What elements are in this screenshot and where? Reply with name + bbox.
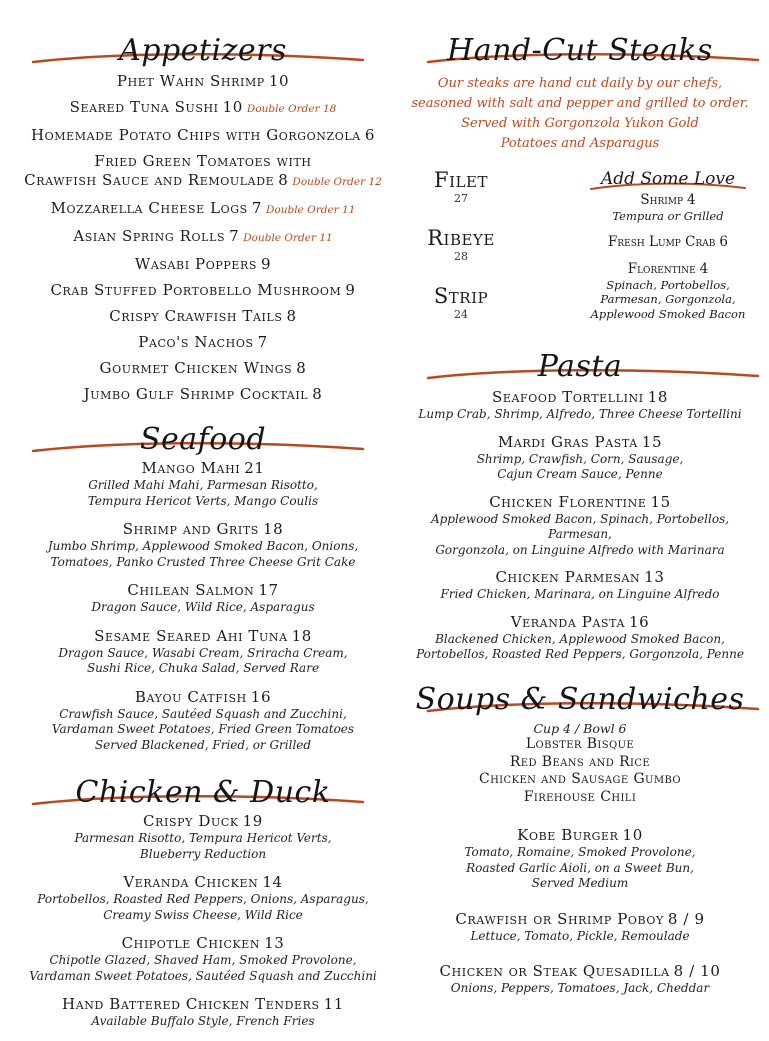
item-double-order: Double Order 12 xyxy=(292,176,382,188)
item-price: 10 xyxy=(268,72,290,90)
addon-name: Shrimp xyxy=(640,192,684,208)
item-description: Fried Chicken, Marinara, on Linguine Alfredo xyxy=(440,587,720,601)
steak-name: Strip xyxy=(433,284,489,308)
menu-item xyxy=(8,199,398,220)
item-description: Served Blackened, Fried, or Grilled xyxy=(94,737,312,752)
soups-title: Soups & Sandwiches xyxy=(415,681,745,717)
item-name: Crispy Crawfish Tails xyxy=(109,307,283,325)
item-title xyxy=(403,962,757,981)
pasta-header xyxy=(403,338,757,384)
item-title xyxy=(8,385,398,404)
item-name: Chipotle Chicken xyxy=(121,934,261,952)
soups-header xyxy=(403,671,757,717)
intro-line: seasoned with salt and pepper and grilled to order. xyxy=(411,96,749,111)
menu-item xyxy=(8,98,398,119)
menu-item xyxy=(8,255,398,274)
cup-bowl-price: Cup 4 / Bowl 6 xyxy=(533,720,627,736)
item-description: Applewood Smoked Bacon, Spinach, Portobellos, Parmesan, xyxy=(430,511,730,541)
menu-item xyxy=(8,812,398,862)
steak-name: Ribeye xyxy=(427,226,495,250)
item-description: Tomatoes, Panko Crusted Three Cheese Grit Cake xyxy=(50,554,356,569)
item-price: 7 xyxy=(257,333,268,351)
item-description: Cajun Cream Sauce, Penne xyxy=(497,467,663,481)
addon-description: Tempura or Grilled xyxy=(612,209,724,223)
item-price: 21 xyxy=(244,459,265,477)
item-description: Blackened Chicken, Applewood Smoked Bacon, xyxy=(435,631,725,646)
addons-header xyxy=(578,168,758,192)
item-price: 8 xyxy=(312,385,323,403)
item-name: Homemade Potato Chips with Gorgonzola xyxy=(31,126,361,144)
item-description: Tomato, Romaine, Smoked Provolone, xyxy=(464,845,696,859)
item-description: Creamy Swiss Cheese, Wild Rice xyxy=(103,907,303,922)
addon-title xyxy=(578,234,758,251)
addons-title: Add Some Love xyxy=(600,169,736,189)
item-price: 6 xyxy=(364,126,375,144)
chicken-header xyxy=(8,764,398,810)
addon-item xyxy=(578,192,758,224)
item-description: Onions, Peppers, Tomatoes, Jack, Cheddar xyxy=(450,981,710,995)
item-name: Hand Battered Chicken Tenders xyxy=(62,995,320,1013)
steaks-block xyxy=(403,168,757,338)
item-title xyxy=(403,568,757,587)
item-price: 11 xyxy=(323,995,344,1013)
item-name: Bayou Catfish xyxy=(134,687,247,706)
item-description: Vardaman Sweet Potatoes, Sautéed Squash and Zucchini xyxy=(29,968,377,983)
item-title xyxy=(8,934,398,953)
item-title xyxy=(8,359,398,378)
menu-item xyxy=(8,333,398,352)
item-title xyxy=(8,126,398,145)
item-price: 7 xyxy=(229,227,240,245)
steak-name: Filet xyxy=(434,168,488,192)
item-title xyxy=(8,520,398,539)
menu-item xyxy=(8,281,398,300)
item-description: Lettuce, Tomato, Pickle, Remoulade xyxy=(470,928,690,943)
item-price: 8 xyxy=(296,359,307,377)
item-description: Dragon Sauce, Wasabi Cream, Sriracha Cream, xyxy=(58,645,348,660)
menu-item xyxy=(8,934,398,984)
addon-title xyxy=(578,192,758,209)
seafood-list xyxy=(8,459,398,753)
steak-price: 24 xyxy=(454,308,468,321)
item-title xyxy=(8,873,398,892)
item-title xyxy=(8,459,398,478)
item-title xyxy=(8,688,398,707)
steak-price: 27 xyxy=(454,192,468,205)
menu-item xyxy=(8,126,398,145)
item-price: 19 xyxy=(242,812,263,830)
steak-price: 28 xyxy=(454,250,468,263)
chicken-list xyxy=(8,812,398,1030)
item-price: 18 xyxy=(262,520,284,538)
menu-item xyxy=(8,873,398,923)
menu-item xyxy=(8,359,398,378)
item-title xyxy=(8,281,398,300)
item-description: Shrimp, Crawfish, Corn, Sausage, xyxy=(476,451,684,466)
item-double-order: Double Order 11 xyxy=(265,204,356,216)
item-name: Gourmet Chicken Wings xyxy=(99,359,293,377)
item-description: Roasted Garlic Aioli, on a Sweet Bun, xyxy=(466,860,694,875)
item-title xyxy=(8,627,398,646)
item-name: Crispy Duck xyxy=(143,812,239,830)
item-name: Jumbo Gulf Shrimp Cocktail xyxy=(83,385,309,403)
addon-description: Parmesan, Gorgonzola, xyxy=(600,292,736,306)
item-description: Dragon Sauce, Wild Rice, Asparagus xyxy=(91,600,315,614)
item-name: Fried Green Tomatoes with xyxy=(94,152,312,170)
steaks-intro xyxy=(403,74,757,154)
item-price: 15 xyxy=(641,432,663,451)
menu-item xyxy=(8,72,398,91)
item-price: 16 xyxy=(250,687,272,706)
addon-name: Fresh Lump Crab xyxy=(608,233,716,250)
item-title xyxy=(403,388,757,407)
appetizers-title: Appetizers xyxy=(119,33,287,68)
item-price: 9 xyxy=(345,281,356,299)
item-name: Phet Wahn Shrimp xyxy=(116,72,265,90)
item-price: 8 / 9 xyxy=(667,909,705,928)
addon-price: 4 xyxy=(687,192,696,208)
item-price: 18 xyxy=(647,388,668,406)
addon-item xyxy=(578,234,758,251)
item-description: Portobellos, Roasted Red Peppers, Onions, Asparagus, xyxy=(37,892,369,906)
menu-item xyxy=(403,388,757,423)
menu-item xyxy=(403,568,757,603)
intro-line: Served with Gorgonzola Yukon Gold xyxy=(461,116,699,131)
item-name: Mozzarella Cheese Logs xyxy=(50,199,248,217)
menu-item xyxy=(8,520,398,570)
pasta-title: Pasta xyxy=(537,349,623,384)
item-name: Crab Stuffed Portobello Mushroom xyxy=(50,281,342,299)
menu-item xyxy=(403,910,757,945)
item-name: Kobe Burger xyxy=(517,826,619,844)
menu-item xyxy=(8,385,398,404)
menu-item xyxy=(8,227,398,248)
soups-block xyxy=(403,721,757,807)
item-name: Seafood Tortellini xyxy=(491,388,644,406)
left-column xyxy=(8,0,398,1041)
menu-item xyxy=(8,627,398,677)
item-name: Shrimp and Grits xyxy=(122,520,259,538)
item-title xyxy=(403,493,757,512)
addon-name: Florentine xyxy=(627,260,696,277)
addon-title xyxy=(578,261,758,278)
item-title xyxy=(403,433,757,452)
item-title xyxy=(8,333,398,352)
right-column xyxy=(403,0,757,1015)
item-price: 13 xyxy=(644,568,665,586)
addons-block xyxy=(578,168,758,331)
item-price: 16 xyxy=(629,612,650,631)
item-description: Grilled Mahi Mahi, Parmesan Risotto, xyxy=(88,478,318,492)
item-price: 14 xyxy=(262,873,283,891)
item-price: 13 xyxy=(264,934,285,952)
menu-item xyxy=(403,962,757,997)
item-title xyxy=(8,581,398,600)
item-price: 8 xyxy=(286,307,297,325)
steak-cut xyxy=(421,168,501,206)
addon-price: 6 xyxy=(719,233,728,250)
addon-description: Applewood Smoked Bacon xyxy=(590,306,746,321)
menu-item xyxy=(403,826,757,892)
addon-item xyxy=(578,261,758,322)
menu-item xyxy=(8,995,398,1030)
item-price: 8 / 10 xyxy=(673,962,721,980)
item-title xyxy=(403,613,757,632)
item-price: 10 xyxy=(622,826,643,844)
item-description: Crawfish Sauce, Sautéed Squash and Zucchini, xyxy=(59,706,347,721)
item-description: Parmesan Risotto, Tempura Hericot Verts, xyxy=(74,831,332,845)
item-name: Chilean Salmon xyxy=(127,581,255,599)
item-description: Chipotle Glazed, Shaved Ham, Smoked Provolone, xyxy=(49,953,357,967)
item-price: 10 xyxy=(222,98,243,116)
item-description: Served Medium xyxy=(531,876,629,890)
soup-item: Lobster Bisque xyxy=(525,736,635,752)
item-name: Veranda Chicken xyxy=(123,873,259,891)
item-name-cont: Crawfish Sauce and Remoulade xyxy=(24,171,275,189)
addons-list xyxy=(578,192,758,321)
menu-item xyxy=(403,433,757,483)
item-description: Lump Crab, Shrimp, Alfredo, Three Cheese Tortellini xyxy=(418,407,742,421)
item-name: Veranda Pasta xyxy=(510,612,625,631)
menu-item xyxy=(8,688,398,754)
item-title xyxy=(8,995,398,1014)
item-name: Wasabi Poppers xyxy=(134,255,258,273)
addon-price: 4 xyxy=(699,260,709,277)
item-title xyxy=(8,812,398,831)
menu-item xyxy=(403,493,757,559)
item-name: Chicken or Steak Quesadilla xyxy=(439,962,670,980)
appetizers-list xyxy=(8,72,398,404)
item-title xyxy=(8,227,398,248)
soup-item: Firehouse Chili xyxy=(523,788,637,805)
menu-item xyxy=(8,459,398,509)
appetizers-header xyxy=(8,22,398,68)
item-name: Seared Tuna Sushi xyxy=(69,98,219,116)
seafood-header xyxy=(8,411,398,457)
item-name: Chicken Parmesan xyxy=(495,568,641,586)
item-title xyxy=(403,910,757,929)
item-description: Blueberry Reduction xyxy=(139,846,267,861)
item-double-order: Double Order 11 xyxy=(243,232,333,244)
menu-item xyxy=(403,613,757,663)
item-name: Mardi Gras Pasta xyxy=(497,432,638,451)
addon-description: Spinach, Portobellos, xyxy=(606,277,730,292)
soup-list xyxy=(403,736,757,806)
item-name: Mango Mahi xyxy=(141,459,241,477)
item-name: Sesame Seared Ahi Tuna xyxy=(94,626,288,645)
steaks-title: Hand-Cut Steaks xyxy=(447,33,713,68)
chicken-title: Chicken & Duck xyxy=(75,775,331,810)
item-double-order: Double Order 18 xyxy=(246,103,337,115)
seafood-title: Seafood xyxy=(139,422,267,457)
item-price: 17 xyxy=(258,581,279,599)
item-description: Jumbo Shrimp, Applewood Smoked Bacon, Onions, xyxy=(47,539,359,553)
item-description: Sushi Rice, Chuka Salad, Served Rare xyxy=(86,661,320,675)
item-description: Available Buffalo Style, French Fries xyxy=(91,1014,315,1028)
item-description: Tempura Hericot Verts, Mango Coulis xyxy=(87,493,319,508)
item-price: 8 xyxy=(278,171,289,189)
item-price: 18 xyxy=(291,626,312,645)
steaks-header xyxy=(403,22,757,68)
soup-item: Red Beans and Rice xyxy=(509,753,651,770)
steak-cut xyxy=(421,284,501,322)
pasta-list xyxy=(403,388,757,663)
item-title xyxy=(8,98,398,119)
menu-item xyxy=(8,581,398,616)
item-price: 9 xyxy=(261,255,272,273)
item-description: Vardaman Sweet Potatoes, Fried Green Tomatoes xyxy=(51,722,355,736)
item-title xyxy=(8,255,398,274)
steak-cut xyxy=(421,226,501,264)
item-title xyxy=(8,307,398,326)
item-name: Crawfish or Shrimp Poboy xyxy=(455,909,664,928)
item-description: Gorgonzola, on Linguine Alfredo with Marinara xyxy=(435,542,725,557)
item-name-line2 xyxy=(8,171,398,192)
item-price: 7 xyxy=(251,199,262,217)
menu-item xyxy=(8,307,398,326)
item-title xyxy=(8,72,398,91)
soup-item: Chicken and Sausage Gumbo xyxy=(478,771,682,787)
intro-line: Potatoes and Asparagus xyxy=(500,136,660,151)
item-title xyxy=(8,199,398,220)
item-name: Chicken Florentine xyxy=(489,492,647,511)
sandwich-list xyxy=(403,826,757,997)
item-name: Paco's Nachos xyxy=(138,333,254,351)
menu-item xyxy=(8,152,398,192)
item-price: 15 xyxy=(650,492,671,511)
item-name: Asian Spring Rolls xyxy=(73,227,226,245)
item-description: Portobellos, Roasted Red Peppers, Gorgonzola, Penne xyxy=(416,647,744,661)
item-title xyxy=(403,826,757,845)
intro-line: Our steaks are hand cut daily by our chefs, xyxy=(437,76,723,91)
